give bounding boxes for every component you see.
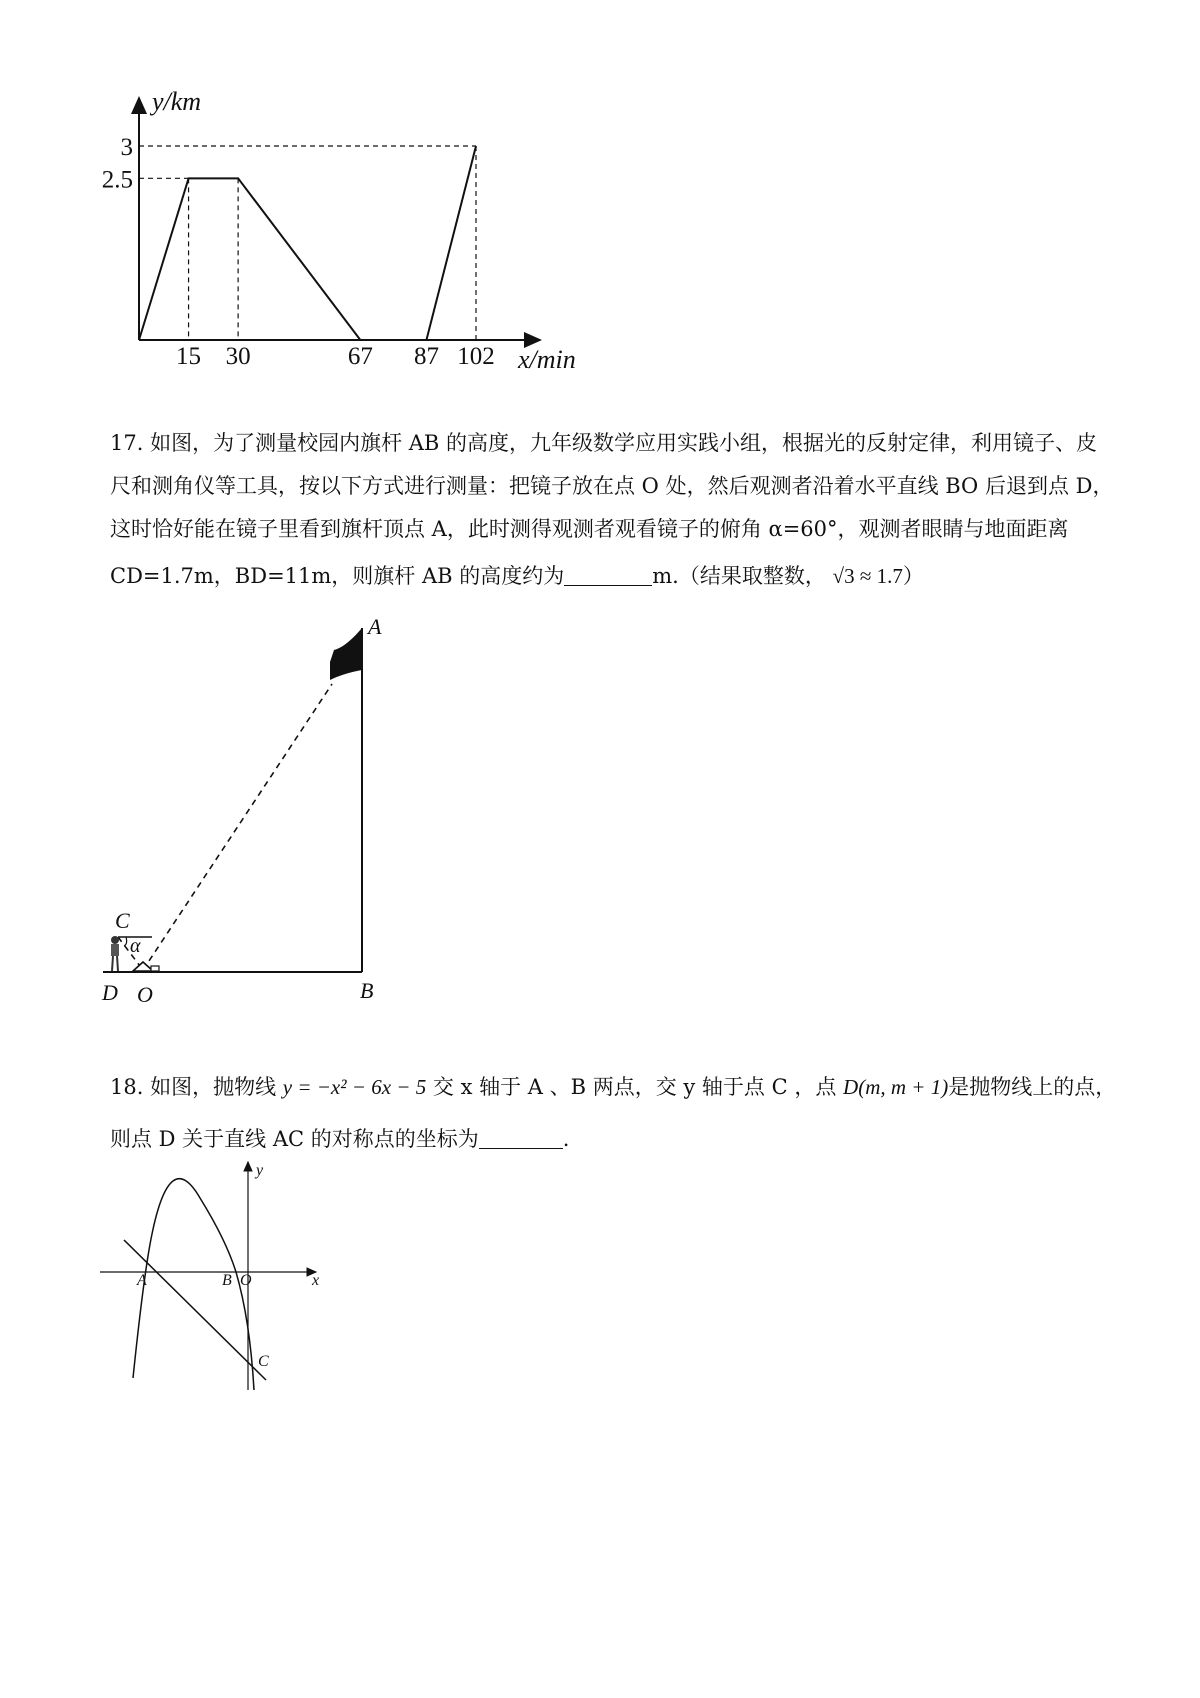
x-tick-label-30: 30 [225, 343, 251, 370]
point-D: D(m, m + 1) [843, 1075, 949, 1099]
x-tick-label-87: 87 [413, 343, 439, 370]
q18-label-B: B [222, 1272, 232, 1289]
q18-label-x: x [312, 1272, 320, 1289]
q17-line-4c: ） [902, 564, 924, 588]
label-alpha: α [130, 935, 141, 957]
label-B: B [360, 978, 374, 1003]
q17-line-1: 17. 如图，为了测量校园内旗杆 AB 的高度，九年级数学应用实践小组，根据光的反射定律，利用镜子、皮 [110, 431, 1098, 455]
y-axis-label: y/km [152, 87, 202, 116]
label-O: O [137, 982, 153, 1007]
x-tick-label-15: 15 [176, 343, 202, 370]
x-tick-label-102: 102 [457, 343, 495, 370]
q18-line-2b: . [562, 1127, 570, 1151]
x-axis-label: x/min [518, 345, 576, 374]
q17-line-4b: m.（结果取整数， [652, 564, 826, 588]
q18-line-1a: 18. 如图，抛物线 [110, 1075, 277, 1099]
parabola-equation: y = −x² − 6x − 5 [282, 1075, 427, 1099]
label-A: A [368, 614, 382, 639]
q18-line-1b: 交 x 轴于 A 、B 两点，交 y 轴于点 C ，点 [432, 1075, 837, 1099]
q18-line-2a: 则点 D 关于直线 AC 的对称点的坐标为 [110, 1127, 479, 1151]
label-C: C [115, 908, 130, 933]
y-tick-label-3: 3 [120, 134, 133, 161]
q18-label-C: C [258, 1353, 269, 1370]
label-D: D [102, 980, 118, 1005]
x-tick-label-67: 67 [347, 343, 373, 370]
sqrt3-approx: √3 ≈ 1.7 [832, 564, 903, 588]
q18-label-O: O [240, 1272, 252, 1289]
q18-label-A: A [137, 1272, 147, 1289]
q17-line-4a: CD=1.7m，BD=11m，则旗杆 AB 的高度约为 [110, 564, 565, 588]
q17-line-2: 尺和测角仪等工具，按以下方式进行测量：把镜子放在点 O 处，然后观测者沿着水平直线 BO 后退到点 D， [110, 474, 1114, 498]
parabola-curve [133, 1179, 254, 1390]
q17-line-3: 这时恰好能在镜子里看到旗杆顶点 A，此时测得观测者观看镜子的俯角 α=60°，观测者眼睛与地面距离 [110, 517, 1069, 541]
q18-label-y: y [256, 1162, 264, 1179]
q18-line-1c: 是抛物线上的点， [948, 1075, 1117, 1099]
y-tick-label-2.5: 2.5 [101, 166, 133, 194]
